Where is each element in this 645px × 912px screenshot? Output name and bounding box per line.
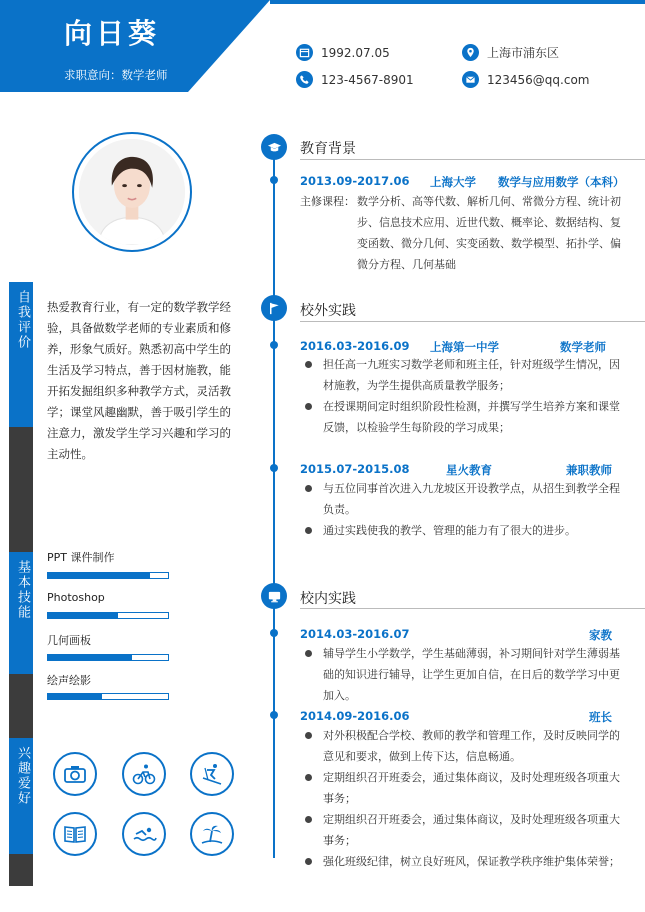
skill-bar — [47, 612, 169, 619]
skill-level — [48, 694, 102, 699]
job-intent: 求职意向：数学老师 — [64, 68, 168, 82]
skill-level — [48, 573, 150, 578]
education-major: 数学与应用数学（本科） — [498, 175, 625, 189]
contact-birth — [296, 44, 390, 61]
job-date: 2014.03-2016.07 — [300, 627, 410, 641]
list-item: 辅导学生小学数学，学生基础薄弱，补习期间针对学生薄弱基础的知识进行辅导，让学生更加自信，在日后的数学学习中更加入。 — [305, 643, 623, 706]
computer-icon — [261, 583, 287, 609]
list-item: 担任高一九班实习数学老师和班主任，针对班级学生情况，因材施教，为学生提供高质量教学服务； — [305, 354, 623, 396]
section-title-internal: 校内实践 — [300, 591, 356, 607]
self-evaluation-text: 热爱教育行业，有一定的数学教学经验，具备做数学老师的专业素质和修养，形象气质好。熟悉初高中学生的生活及学习特点，善于因材施教，能开拓发掘组织多种教学方式，灵活教学；课堂风趣幽默，善于吸引学生的注意力，激发学生学习兴趣和学习的主动性。 — [47, 300, 231, 461]
email-address[interactable]: 123456@qq.com — [487, 72, 590, 87]
job-role: 数学老师 — [560, 340, 606, 354]
job-role: 兼职教师 — [566, 463, 612, 477]
skill-name: PPT 课件制作 — [47, 551, 115, 564]
tab-self-evaluation — [9, 282, 33, 427]
header-top-rule — [270, 0, 645, 4]
education-school: 上海大学 — [430, 175, 476, 189]
timeline-dot — [270, 341, 278, 349]
contact-email — [462, 71, 590, 88]
list-item: 通过实践使我的教学、管理的能力有了很大的进步。 — [305, 520, 623, 541]
timeline-dot — [270, 176, 278, 184]
skill-bar — [47, 654, 169, 661]
tab-skills-label: 基本技能 — [15, 560, 30, 620]
location-text: 上海市浦东区 — [487, 46, 560, 60]
skiing-icon — [190, 752, 234, 796]
timeline-line — [273, 150, 275, 858]
profile-photo — [72, 132, 192, 252]
phone-icon — [296, 71, 313, 88]
birth-date: 1992.07.05 — [321, 45, 390, 60]
cycling-icon — [122, 752, 166, 796]
side-divider — [9, 674, 33, 738]
side-divider — [9, 854, 33, 886]
graduation-cap-icon — [261, 134, 287, 160]
beach-icon — [190, 812, 234, 856]
section-rule — [300, 608, 645, 609]
timeline-dot — [270, 629, 278, 637]
section-title-education: 教育背景 — [300, 141, 356, 157]
job-duties — [305, 725, 623, 872]
flag-icon — [261, 295, 287, 321]
job-duties — [305, 478, 623, 541]
job-date: 2014.09-2016.06 — [300, 709, 410, 723]
job-duties — [305, 354, 623, 438]
timeline-dot — [270, 464, 278, 472]
list-item: 定期组织召开班委会，通过集体商议，及时处理班级各项重大事务； — [305, 767, 623, 809]
job-org: 上海第一中学 — [430, 340, 499, 354]
list-item: 强化班级纪律，树立良好班风，保证教学秩序维护集体荣誉； — [305, 851, 623, 872]
list-item: 定期组织召开班委会，通过集体商议，及时处理班级各项重大事务； — [305, 809, 623, 851]
job-date: 2016.03-2016.09 — [300, 339, 410, 353]
section-title-external: 校外实践 — [300, 303, 356, 319]
list-item: 在授课期间定时组织阶段性检测，并撰写学生培养方案和课堂反馈，以检验学生每阶段的学习成果； — [305, 396, 623, 438]
calendar-icon — [296, 44, 313, 61]
side-divider — [9, 427, 33, 552]
email-icon — [462, 71, 479, 88]
camera-icon — [53, 752, 97, 796]
section-rule — [300, 159, 645, 160]
courses-label: 主修课程： — [300, 195, 355, 208]
skill-bar — [47, 693, 169, 700]
location-pin-icon — [462, 44, 479, 61]
candidate-name: 向日葵 — [64, 17, 161, 50]
tab-hobbies — [9, 738, 33, 854]
job-duties — [305, 643, 623, 706]
education-date: 2013.09-2017.06 — [300, 174, 410, 188]
skill-name: 绘声绘影 — [47, 674, 91, 687]
contact-phone — [296, 71, 414, 88]
job-role: 家教 — [589, 628, 612, 642]
skill-name: Photoshop — [47, 591, 105, 604]
skill-level — [48, 655, 132, 660]
job-role: 班长 — [589, 710, 612, 724]
skill-bar — [47, 572, 169, 579]
timeline-dot — [270, 711, 278, 719]
swimming-icon — [122, 812, 166, 856]
job-date: 2015.07-2015.08 — [300, 462, 410, 476]
skill-name: 几何画板 — [47, 634, 91, 647]
book-icon — [53, 812, 97, 856]
list-item: 对外积极配合学校、教师的教学和管理工作，及时反映同学的意见和要求，做到上传下达，信息畅通。 — [305, 725, 623, 767]
avatar — [79, 139, 185, 245]
phone-number[interactable]: 123-4567-8901 — [321, 72, 414, 87]
job-org: 星火教育 — [446, 463, 492, 477]
courses-list: 数学分析、高等代数、解析几何、常微分方程、统计初步、信息技术应用、近世代数、概率论、数据结构、复变函数、微分几何、实变函数、数学模型、拓扑学、偏微分方程、几何基础 — [357, 195, 621, 271]
tab-hobbies-label: 兴趣爱好 — [15, 746, 30, 806]
tab-self-evaluation-label: 自我评价 — [15, 290, 30, 350]
tab-skills — [9, 552, 33, 674]
skill-level — [48, 613, 118, 618]
section-rule — [300, 321, 645, 322]
contact-location — [462, 44, 559, 61]
list-item: 与五位同事首次进入九龙坡区开设教学点，从招生到教学全程负责。 — [305, 478, 623, 520]
